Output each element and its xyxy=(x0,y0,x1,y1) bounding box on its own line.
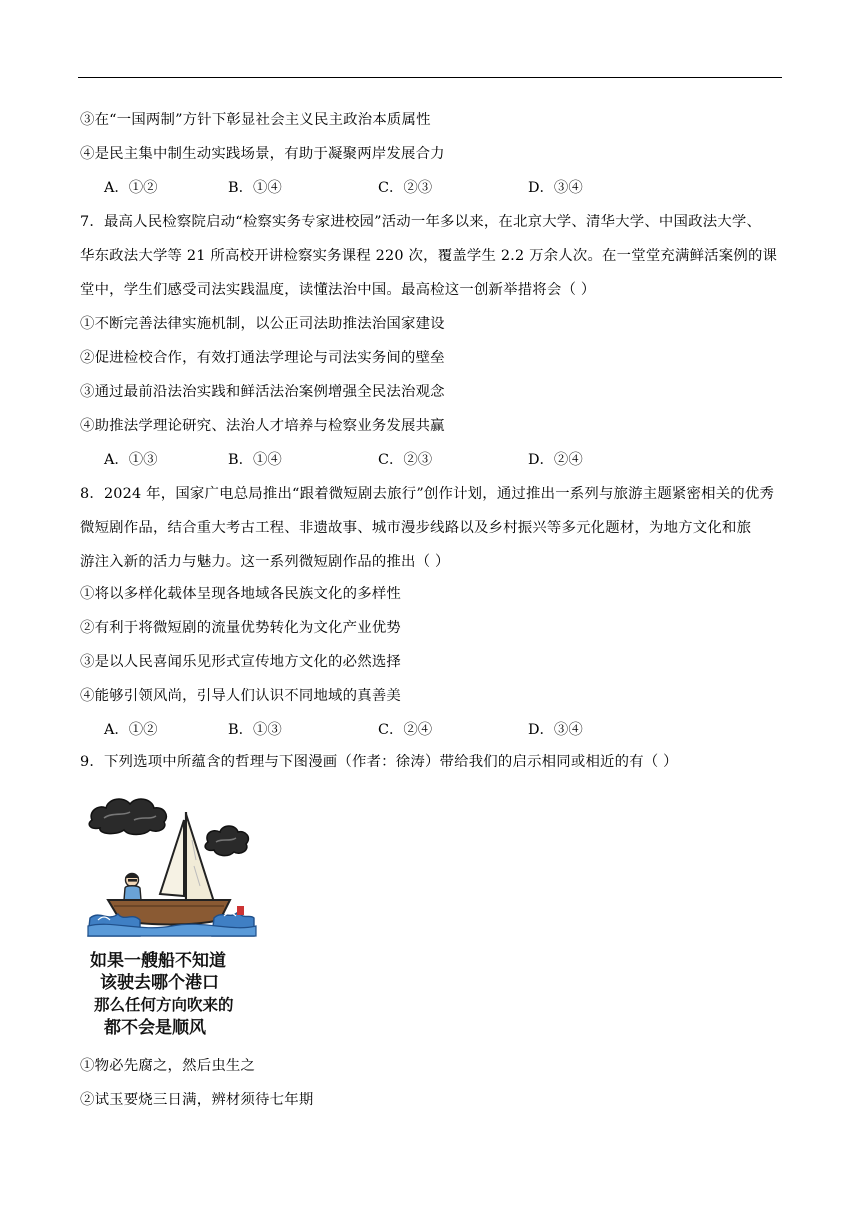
header-rule xyxy=(78,77,782,78)
q9-stem-line-1: 9．下列选项中所蕴含的哲理与下图漫画（作者：徐涛）带给我们的启示相同或相近的有（ ） xyxy=(80,754,678,770)
q6-choice-a[interactable]: A．①② xyxy=(104,180,158,196)
q6-choice-d[interactable]: D．③④ xyxy=(528,180,583,196)
q7-choice-a[interactable]: A．①③ xyxy=(104,452,158,468)
q8-stem-line-3: 游注入新的活力与魅力。这一系列微短剧作品的推出（ ） xyxy=(80,554,450,570)
svg-text:那么任何方向吹来的: 那么任何方向吹来的 xyxy=(94,996,234,1014)
q8-choice-d[interactable]: D．③④ xyxy=(528,722,583,738)
svg-text:该驶去哪个港口: 该驶去哪个港口 xyxy=(100,973,219,993)
sailboat-cartoon xyxy=(84,790,260,1040)
q6-option-3: ③在“一国两制”方针下彰显社会主义民主政治本质属性 xyxy=(80,112,431,128)
q7-option-4: ④助推法学理论研究、法治人才培养与检察业务发展共赢 xyxy=(80,418,445,434)
q8-stem-line-2: 微短剧作品，结合重大考古工程、非遗故事、城市漫步线路以及乡村振兴等多元化题材，为地方文化和旅 xyxy=(80,520,752,536)
q8-choice-c[interactable]: C．②④ xyxy=(378,722,433,738)
q8-choice-b[interactable]: B．①③ xyxy=(228,722,282,738)
q7-choice-b[interactable]: B．①④ xyxy=(228,452,282,468)
cartoon-caption xyxy=(89,950,234,1038)
svg-text:如果一艘船不知道: 如果一艘船不知道 xyxy=(90,951,226,971)
q6-option-4: ④是民主集中制生动实践场景，有助于凝聚两岸发展合力 xyxy=(80,146,445,162)
q8-option-1: ①将以多样化载体呈现各地域各民族文化的多样性 xyxy=(80,586,401,602)
q7-choice-d[interactable]: D．②④ xyxy=(528,452,583,468)
q7-choice-c[interactable]: C．②③ xyxy=(378,452,433,468)
q6-choice-c[interactable]: C．②③ xyxy=(378,180,433,196)
q8-stem-line-1: 8．2024 年，国家广电总局推出“跟着微短剧去旅行”创作计划，通过推出一系列与旅游主题紧密相关的优秀 xyxy=(80,486,775,502)
q8-option-4: ④能够引领风尚，引导人们认识不同地域的真善美 xyxy=(80,688,401,704)
cloud-left-icon xyxy=(89,799,166,834)
q7-option-1: ①不断完善法律实施机制，以公正司法助推法治国家建设 xyxy=(80,316,445,332)
q7-stem-line-2: 华东政法大学等 21 所高校开讲检察实务课程 220 次，覆盖学生 2.2 万余人次。在一堂堂充满鲜活案例的课 xyxy=(80,248,778,264)
q8-choice-a[interactable]: A．①② xyxy=(104,722,158,738)
q7-option-2: ②促进检校合作，有效打通法学理论与司法实务间的壁垒 xyxy=(80,350,445,366)
q7-stem-line-1: 7．最高人民检察院启动“检察实务专家进校园”活动一年多以来，在北京大学、清华大学、中国政法大学、 xyxy=(80,214,762,230)
q9-option-2: ②试玉要烧三日满，辨材须待七年期 xyxy=(80,1092,314,1108)
q6-choice-b[interactable]: B．①④ xyxy=(228,180,282,196)
cloud-right-icon xyxy=(205,826,248,856)
q8-option-2: ②有利于将微短剧的流量优势转化为文化产业优势 xyxy=(80,620,401,636)
q7-stem-line-3: 堂中，学生们感受司法实践温度，读懂法治中国。最高检这一创新举措将会（ ） xyxy=(80,282,596,298)
q9-option-1: ①物必先腐之，然后虫生之 xyxy=(80,1058,256,1074)
svg-text:都不会是顺风: 都不会是顺风 xyxy=(104,1018,206,1038)
q8-option-3: ③是以人民喜闻乐见形式宣传地方文化的必然选择 xyxy=(80,654,401,670)
red-seal-icon xyxy=(237,906,244,915)
man-figure-icon xyxy=(124,874,141,901)
q7-option-3: ③通过最前沿法治实践和鲜活法治案例增强全民法治观念 xyxy=(80,384,445,400)
